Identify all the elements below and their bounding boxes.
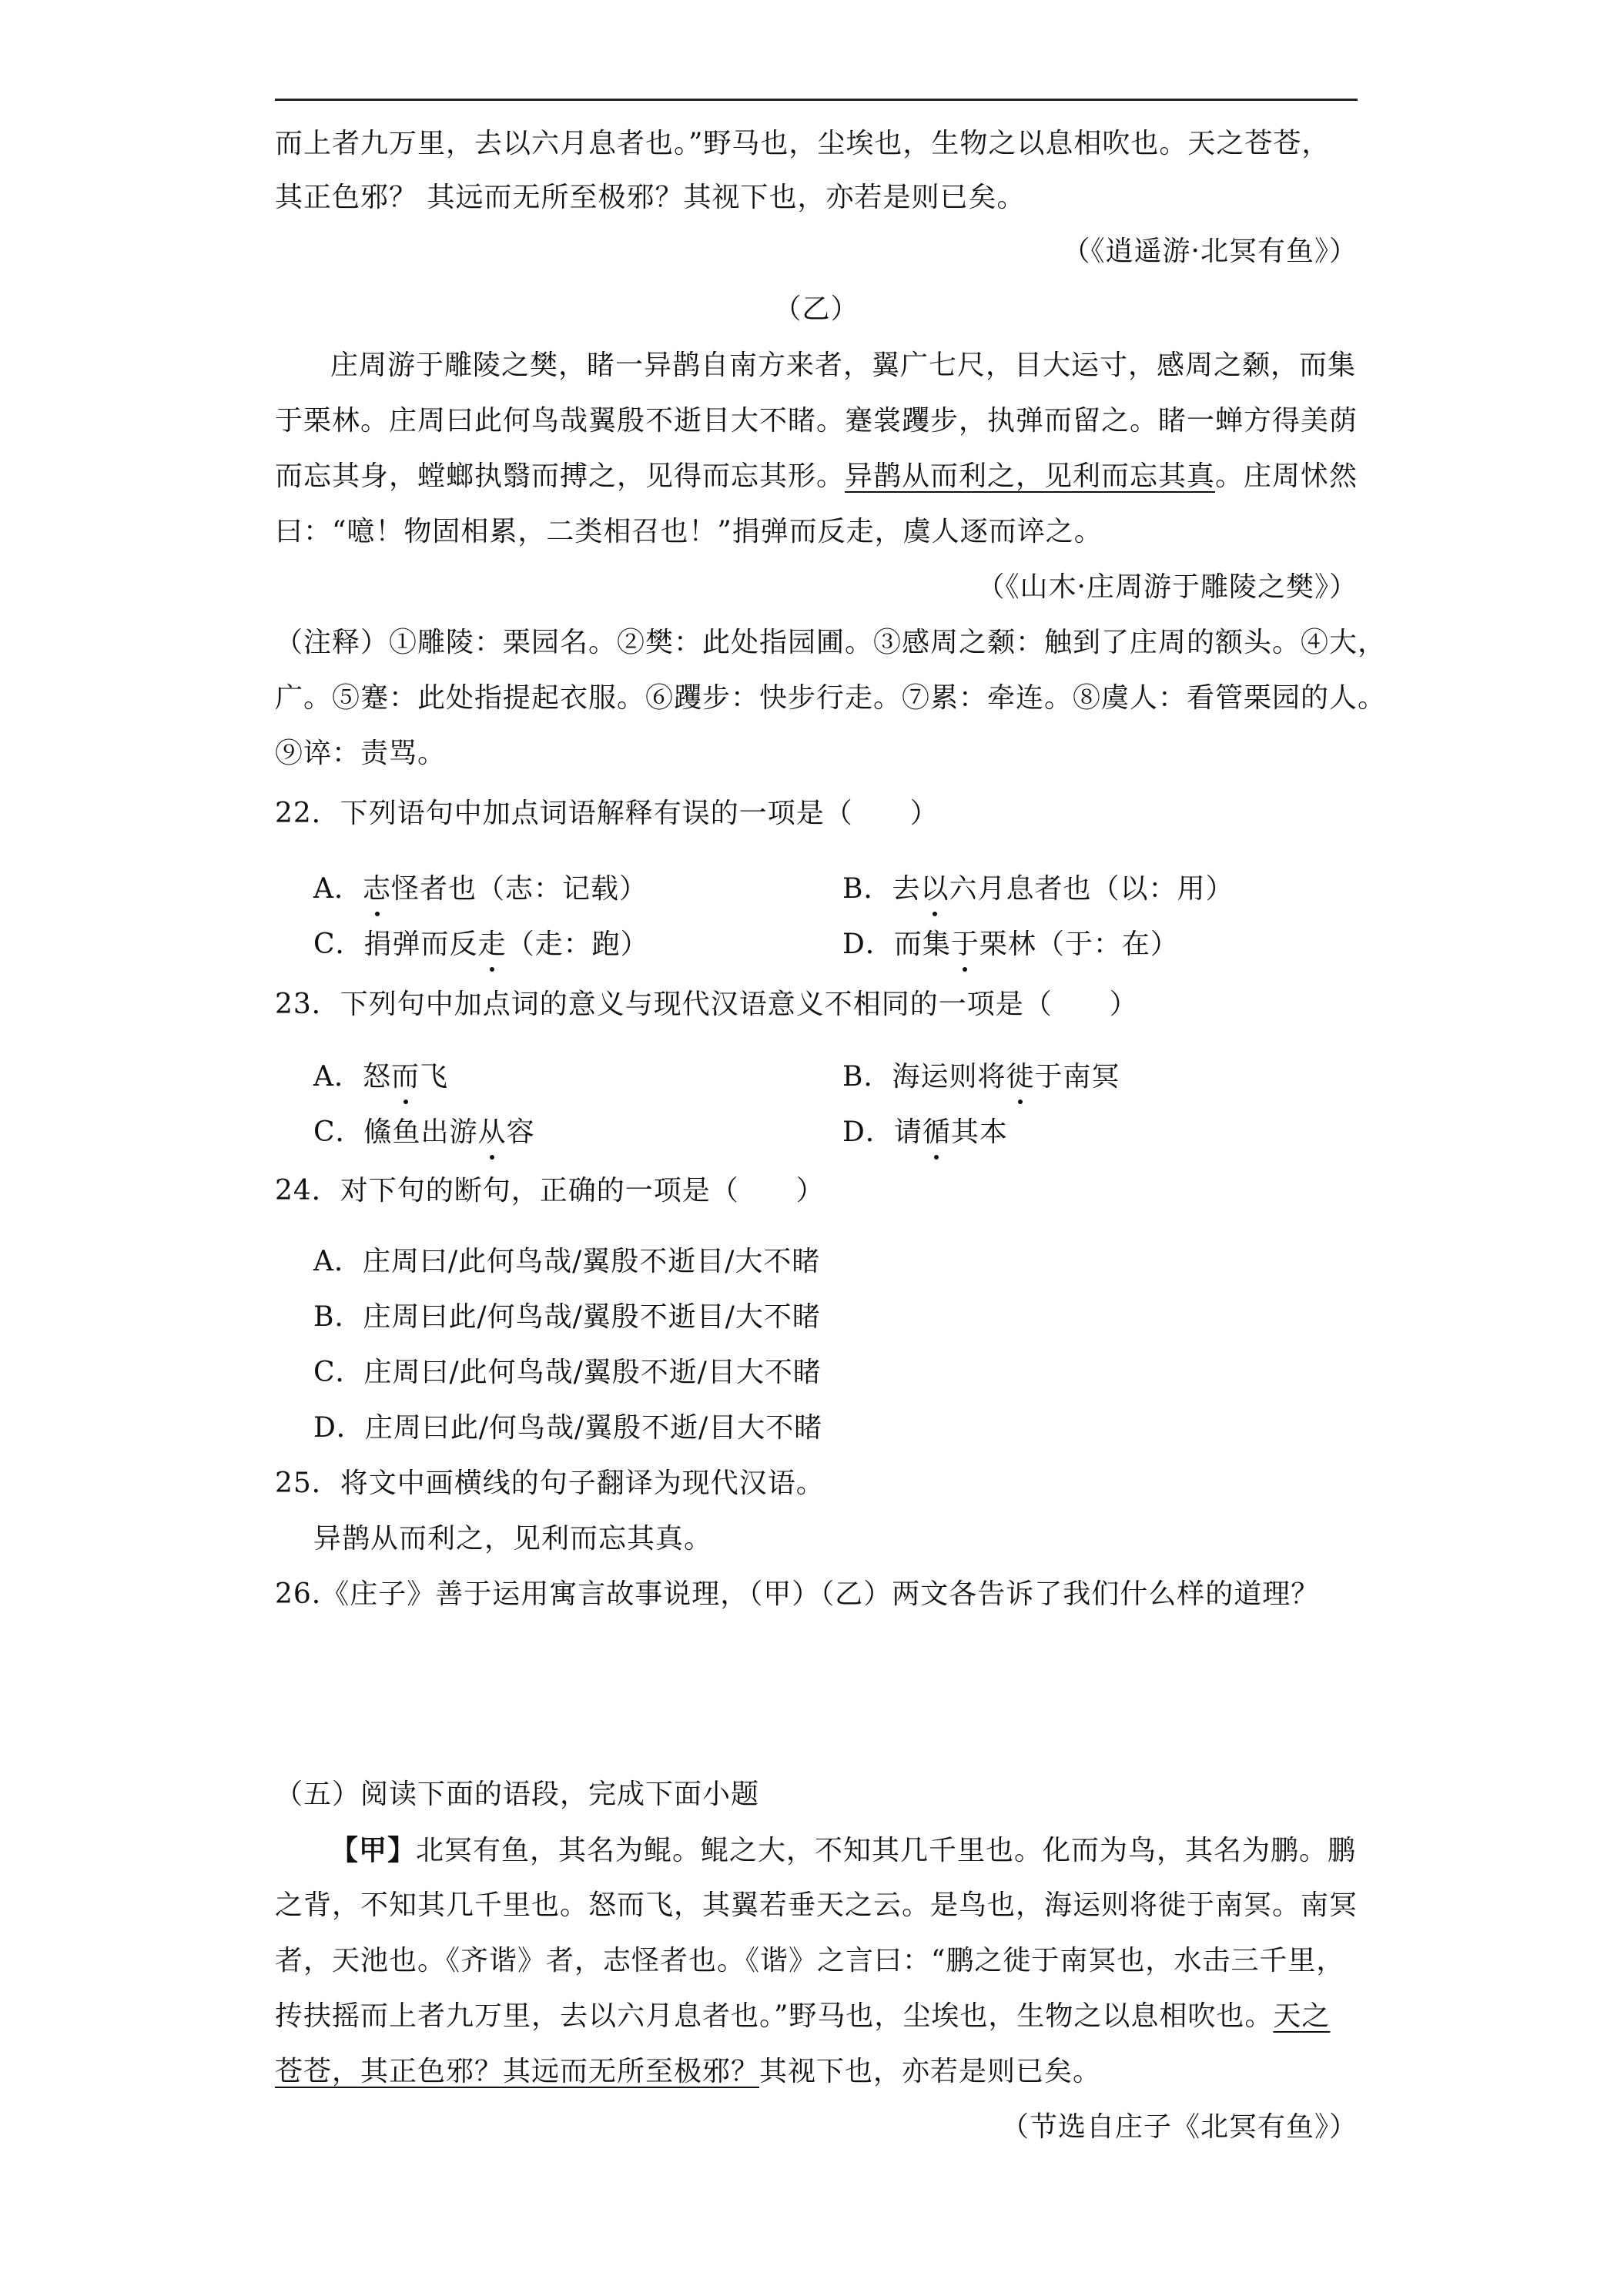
- q24-option-d: D．庄周曰此/何鸟哉/翼殷不逝/目大不睹: [313, 1412, 823, 1444]
- q22-option-d: [842, 924, 1179, 966]
- option-prefix: C．捐弹而反: [313, 929, 478, 960]
- option-rest: 栗林（于：在）: [979, 929, 1179, 960]
- section-5-line-1: [275, 1829, 1358, 1872]
- passage2-source: （《山木·庄周游于雕陵之樊》）: [976, 571, 1358, 603]
- option-prefix: D．而集: [842, 929, 951, 960]
- passage1-line-2: 其正色邪？ 其远而无所至极邪？其视下也，亦若是则已矣。: [275, 182, 1026, 213]
- option-rest: 容: [506, 1116, 535, 1148]
- section-5-line-1-text: 北冥有鱼，其名为鲲。鲲之大，不知其几千里也。化而为鸟，其名为鹏。鹏: [416, 1835, 1357, 1866]
- underlined-sentence: 异鹊从而利之，见利而忘其真: [845, 460, 1216, 492]
- section-5-heading: （五）阅读下面的语段，完成下面小题: [275, 1779, 760, 1810]
- option-rest: 飞: [420, 1061, 449, 1093]
- notes-line-1: （注释）①雕陵：栗园名。②樊：此处指园圃。③感周之颡：触到了庄周的额头。④大，: [275, 627, 1387, 658]
- q23-option-d: [842, 1112, 1008, 1153]
- section-5-line-4-text: 抟扶摇而上者九万里，去以六月息者也。”野马也，尘埃也，生物之以息相吹也。: [275, 2000, 1274, 2032]
- passage2-line-3-a: 而忘其身，螳螂执翳而搏之，见得而忘其形。: [275, 460, 845, 492]
- dotted-char: 而: [391, 1056, 420, 1098]
- section-5-source: （节选自庄子《北冥有鱼》）: [1000, 2111, 1358, 2143]
- dotted-char: 志: [363, 869, 391, 910]
- option-rest: （走：跑）: [506, 929, 649, 960]
- question-25-sentence: 异鹊从而利之，见利而忘其真。: [313, 1523, 713, 1555]
- q22-option-a: [313, 869, 648, 910]
- passage2-line-4: 曰：“噫！物固相累，二类相召也！”捐弹而反走，虞人逐而谇之。: [275, 516, 1103, 547]
- passage2-line-1: 庄周游于雕陵之樊，睹一异鹊自南方来者，翼广七尺，目大运寸，感周之颡，而集: [330, 350, 1357, 381]
- section-5-line-5: [275, 2051, 1358, 2093]
- q23-option-c: [313, 1112, 535, 1153]
- question-23-stem: 23．下列句中加点词的意义与现代汉语意义不相同的一项是（ ）: [275, 989, 1138, 1020]
- passage1-source: （《逍遥游·北冥有鱼》）: [1062, 236, 1358, 267]
- underlined-sentence: 苍苍，其正色邪？其远而无所至极邪？: [275, 2056, 760, 2087]
- header-rule: [275, 99, 1358, 101]
- option-prefix: D．请: [842, 1116, 922, 1148]
- question-24-stem: 24．对下句的断句，正确的一项是（ ）: [275, 1175, 825, 1207]
- dotted-char: 循: [922, 1112, 951, 1153]
- q23-option-a: [313, 1056, 448, 1098]
- question-22-stem: 22．下列语句中加点词语解释有误的一项是（ ）: [275, 798, 939, 829]
- option-prefix: A．怒: [313, 1061, 391, 1093]
- passage2-line-2: 于栗林。庄周曰此何鸟哉翼殷不逝目大不睹。蹇裳躩步，执弹而留之。睹一蝉方得美荫: [275, 405, 1358, 437]
- passage-label: 【甲】: [330, 1834, 417, 1866]
- section-5-line-3: 者，天池也。《齐谐》者，志怪者也。《谐》之言曰：“鹏之徙于南冥也，水击三千里，: [275, 1945, 1345, 1976]
- question-26-stem: 26.《庄子》善于运用寓言故事说理，（甲）（乙）两文各告诉了我们什么样的道理？: [275, 1578, 1320, 1610]
- dotted-char: 从: [478, 1112, 507, 1153]
- q23-option-b: [842, 1056, 1120, 1098]
- underlined-sentence: 天之: [1273, 2000, 1331, 2032]
- notes-line-2: 广。⑤蹇：此处指提起衣服。⑥躩步：快步行走。⑦累：牵连。⑧虞人：看管栗园的人。: [275, 682, 1387, 714]
- notes-line-3: ⑨谇：责骂。: [275, 738, 447, 769]
- option-rest: 怪者也（志：记载）: [391, 873, 648, 905]
- option-rest: 其本: [950, 1116, 1008, 1148]
- section-5-line-4: [275, 1996, 1358, 2037]
- q22-option-c: [313, 924, 649, 966]
- option-prefix: A．: [313, 873, 363, 905]
- passage1-line-1: 而上者九万里，去以六月息者也。”野马也，尘埃也，生物之以息相吹也。天之苍苍，: [275, 128, 1331, 159]
- q22-option-b: [842, 869, 1234, 910]
- option-prefix: C．鯈鱼出游: [313, 1116, 478, 1148]
- passage2-line-3-b: 。庄周怵然: [1215, 460, 1358, 492]
- q24-option-c: C．庄周曰/此何鸟哉/翼殷不逝/目大不睹: [313, 1357, 822, 1388]
- passage2-line-3: [275, 456, 1358, 497]
- dotted-char: 走: [478, 924, 507, 966]
- dotted-char: 于: [951, 924, 979, 966]
- dotted-char: 以: [920, 869, 949, 910]
- dotted-char: 徙: [1006, 1056, 1034, 1098]
- question-25-stem: 25．将文中画横线的句子翻译为现代汉语。: [275, 1468, 825, 1499]
- passage2-heading: （乙）: [773, 293, 859, 325]
- option-prefix: B．海运则将: [842, 1061, 1006, 1093]
- section-5-line-2: 之背，不知其几千里也。怒而飞，其翼若垂天之云。是鸟也，海运则将徙于南冥。南冥: [275, 1889, 1358, 1921]
- option-prefix: B．去: [842, 873, 921, 905]
- q24-option-b: B．庄周曰此/何鸟哉/翼殷不逝目/大不睹: [313, 1301, 821, 1333]
- section-5-line-5-text: 其视下也，亦若是则已矣。: [759, 2056, 1102, 2087]
- option-rest: 于南冥: [1034, 1061, 1120, 1093]
- option-rest: 六月息者也（以：用）: [949, 873, 1234, 905]
- q24-option-a: A．庄周曰/此何鸟哉/翼殷不逝目/大不睹: [313, 1246, 821, 1277]
